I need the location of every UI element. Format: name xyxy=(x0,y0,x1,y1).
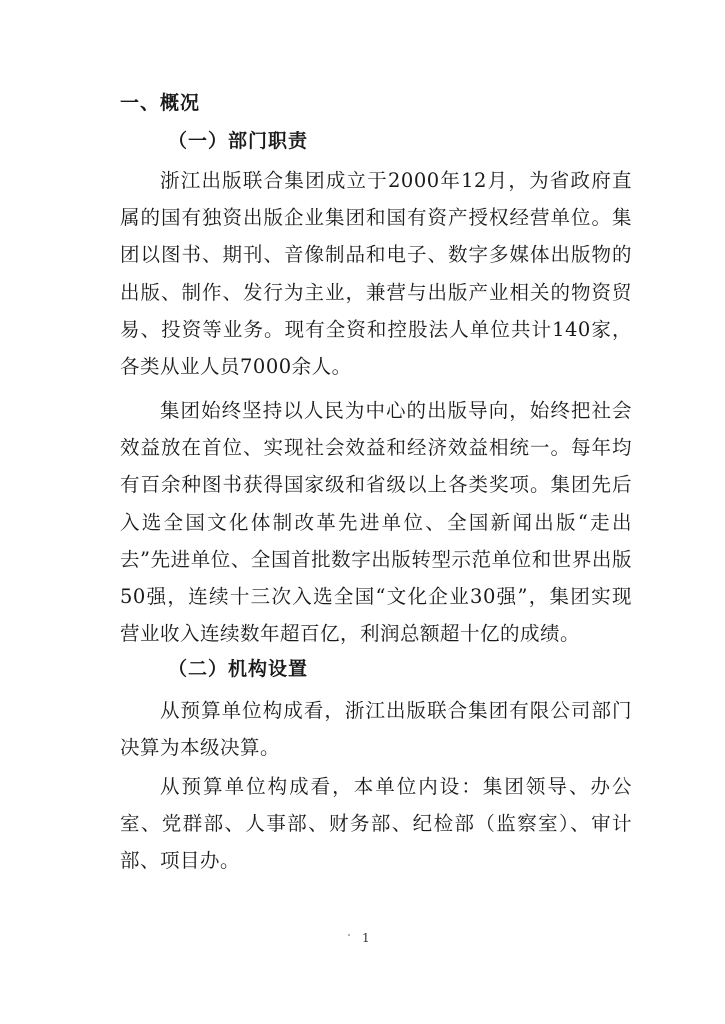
section-title: 一、概况 xyxy=(120,92,201,114)
paragraph-achievements: 集团始终坚持以人民为中心的出版导向，始终把社会效益放在首位、实现社会效益和经济效益相统一。每年均有百余种图书获得国家级和省级以上各类奖项。集团先后入选全国文化体制改革先进单位、全国新闻出版“走出去”先进单位、全国首批数字出版转型示范单位和世界出版50强，连续十三次入选全国“文化企业30强”，集团实现营业收入连续数年超百亿，利润总额超十亿的成绩。 xyxy=(120,399,632,646)
paragraph-internal-departments: 从预算单位构成看，本单位内设：集团领导、办公室、党群部、人事部、财务部、纪检部（监察室）、审计部、项目办。 xyxy=(120,775,632,873)
subsection-title-duties: （一）部门职责 xyxy=(168,130,309,152)
scan-speck xyxy=(348,934,350,936)
paragraph-budget-unit: 从预算单位构成看，浙江出版联合集团有限公司部门决算为本级决算。 xyxy=(120,699,632,760)
page-number: 1 xyxy=(362,931,370,945)
subsection-title-structure: （二）机构设置 xyxy=(168,658,309,680)
paragraph-group-overview: 浙江出版联合集团成立于2000年12月，为省政府直属的国有独资出版企业集团和国有资产授权经营单位。集团以图书、期刊、音像制品和电子、数字多媒体出版物的出版、制作、发行为主业，兼营与出版产业相关的物资贸易、投资等业务。现有全资和控股法人单位共计140家，各类从业人员7000余人。 xyxy=(120,169,632,379)
